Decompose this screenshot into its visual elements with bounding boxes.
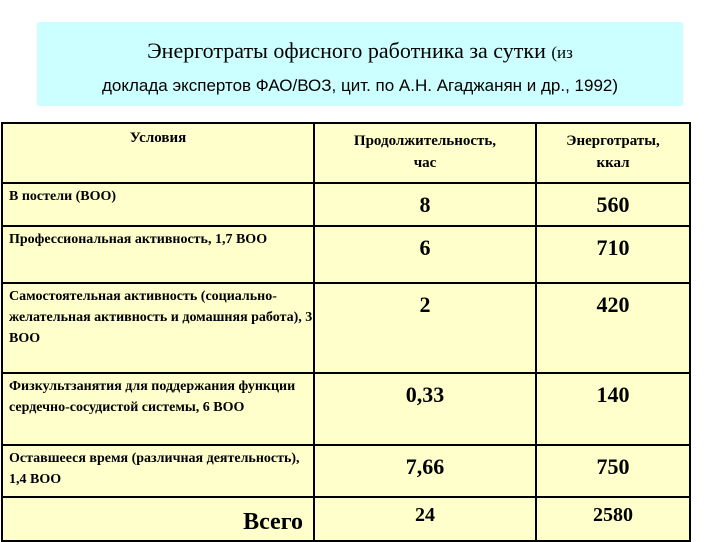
- row-hours: 0,33: [314, 373, 536, 445]
- row-hours: 7,66: [314, 445, 536, 497]
- row-hours: 6: [314, 226, 536, 283]
- row-kcal: 710: [536, 226, 690, 283]
- title-line-1: [37, 38, 683, 64]
- row-hours: 2: [314, 283, 536, 373]
- total-kcal: 2580: [536, 497, 690, 541]
- table-row: [2, 373, 690, 445]
- header-duration-line2: час: [413, 155, 437, 171]
- table-row: [2, 445, 690, 497]
- row-condition: Самостоятельная активность (социально-желательная активность и домашняя работа), 3 ВОО: [2, 283, 314, 373]
- title-main-suffix: (из: [551, 43, 573, 62]
- row-condition: Профессиональная активность, 1,7 ВОО: [2, 226, 314, 283]
- total-row: [2, 497, 690, 541]
- header-duration-line1: Продолжительность,: [353, 133, 497, 149]
- title-line-2: доклада экспертов ФАО/ВОЗ, цит. по А.Н. Агаджанян и др., 1992): [101, 76, 619, 95]
- row-kcal: 560: [536, 183, 690, 226]
- header-conditions: Условия: [2, 123, 314, 183]
- table-row: [2, 183, 690, 226]
- energy-table: [1, 122, 691, 542]
- total-hours: 24: [314, 497, 536, 541]
- row-kcal: 140: [536, 373, 690, 445]
- header-energy: [536, 123, 690, 183]
- header-duration: [314, 123, 536, 183]
- header-energy-line1: Энерготраты,: [566, 133, 660, 149]
- table-row: [2, 226, 690, 283]
- table-row: [2, 283, 690, 373]
- title-main: Энерготраты офисного работника за сутки: [147, 38, 546, 63]
- row-hours: 8: [314, 183, 536, 226]
- row-kcal: 420: [536, 283, 690, 373]
- header-energy-line2: ккал: [596, 155, 630, 171]
- row-kcal: 750: [536, 445, 690, 497]
- header-row: [2, 123, 690, 183]
- row-condition: В постели (ВОО): [2, 183, 314, 226]
- total-label: Всего: [2, 497, 314, 541]
- row-condition: Оставшееся время (различная деятельность), 1,4 ВОО: [2, 445, 314, 497]
- title-box: [37, 22, 683, 106]
- row-condition: Физкультзанятия для поддержания функции сердечно-сосудистой системы, 6 ВОО: [2, 373, 314, 445]
